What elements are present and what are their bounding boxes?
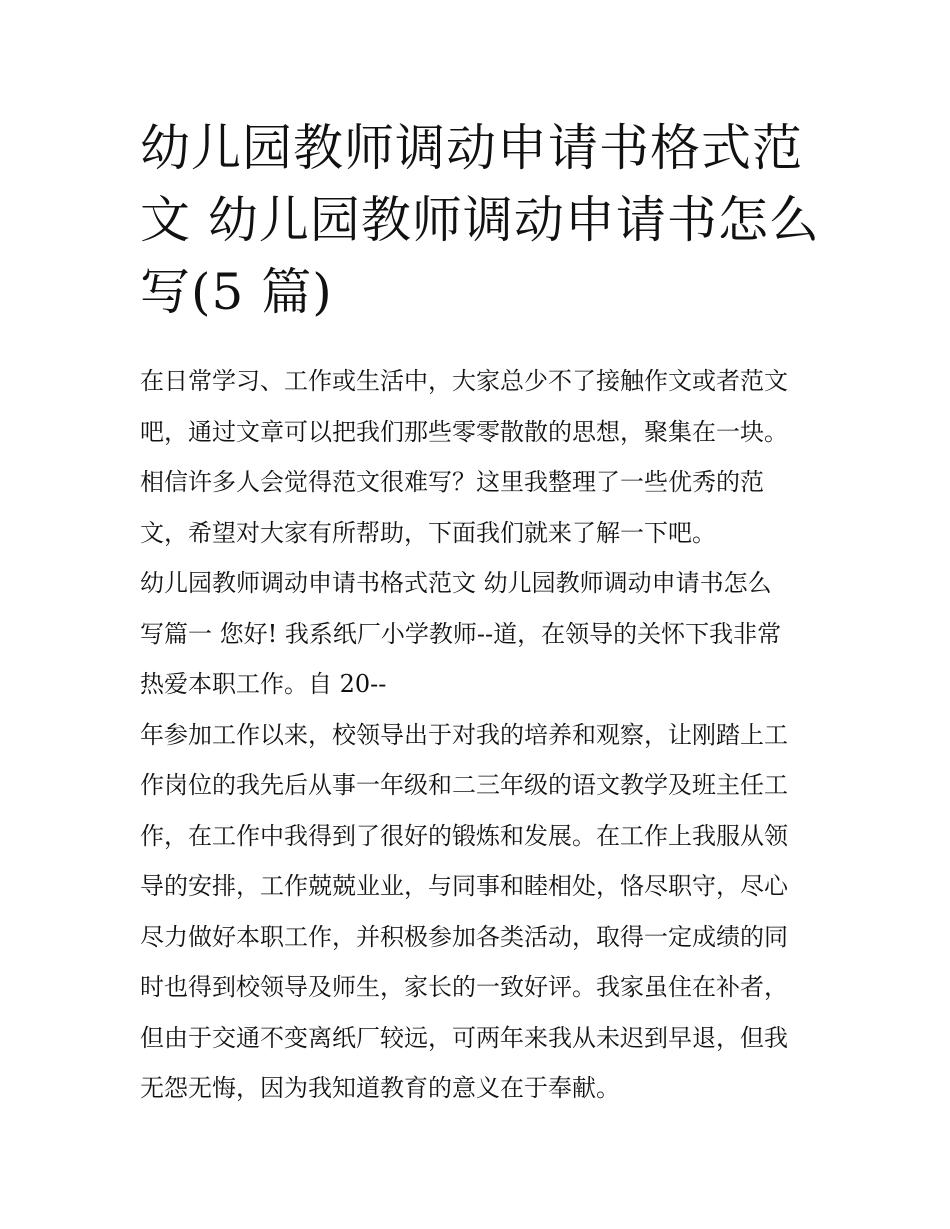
body-line: 作，在工作中我得到了很好的锻炼和发展。在工作上我服从领 xyxy=(140,821,788,850)
body-line: 幼儿园教师调动申请书格式范文 幼儿园教师调动申请书怎么 xyxy=(140,569,772,597)
body-line: 时也得到校领导及师生，家长的一致好评。我家虽住在补者， xyxy=(140,973,788,1001)
title-line: 文 幼儿园教师调动申请书怎么 xyxy=(140,191,820,249)
body-line: 相信许多人会觉得范文很难写？这里我整理了一些优秀的范 xyxy=(140,468,764,496)
body-line: 吧，通过文章可以把我们那些零零散散的思想，聚集在一块。 xyxy=(140,417,788,446)
body-line: 年参加工作以来，校领导出于对我的培养和观察，让刚踏上工 xyxy=(140,720,788,749)
title-line: 幼儿园教师调动申请书格式范 xyxy=(140,119,803,177)
body-line: 文，希望对大家有所帮助，下面我们就来了解一下吧。 xyxy=(140,518,716,547)
body-line: 写篇一 您好! 我系纸厂小学教师--道，在领导的关怀下我非常 xyxy=(140,619,782,648)
body-line: 导的安排，工作兢兢业业，与同事和睦相处，恪尽职守，尽心 xyxy=(140,872,788,900)
body-line: 尽力做好本职工作，并积极参加各类活动，取得一定成绩的同 xyxy=(140,922,788,951)
title-line: 写(5 篇) xyxy=(140,263,333,321)
body-line: 无怨无悔，因为我知道教育的意义在于奉献。 xyxy=(140,1074,620,1102)
document-body xyxy=(140,356,830,1114)
body-line: 热爱本职工作。自 20-- xyxy=(140,670,387,698)
body-line: 在日常学习、工作或生活中，大家总少不了接触作文或者范文 xyxy=(140,367,788,395)
body-line: 但由于交通不变离纸厂较远，可两年来我从未迟到早退，但我 xyxy=(140,1023,788,1052)
document-title xyxy=(140,112,820,328)
body-line: 作岗位的我先后从事一年级和二三年级的语文教学及班主任工 xyxy=(140,771,788,799)
